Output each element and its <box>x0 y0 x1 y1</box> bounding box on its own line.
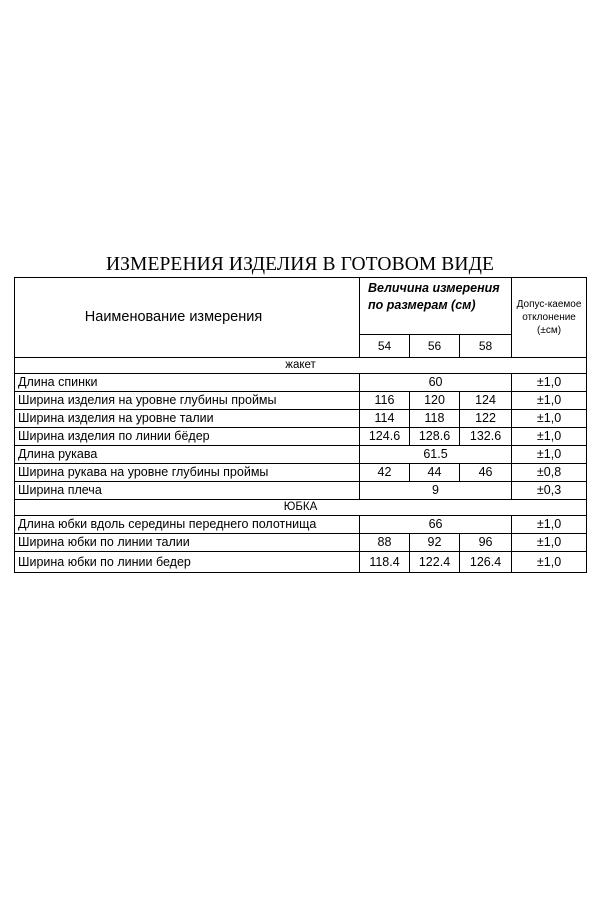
measure-value-58: 122 <box>460 410 512 428</box>
measure-value: 9 <box>360 482 512 500</box>
measure-value-58: 126.4 <box>460 552 512 573</box>
section-row <box>15 358 587 374</box>
measure-name: Длина спинки <box>15 374 360 392</box>
measure-name: Ширина юбки по линии бедер <box>15 552 360 573</box>
table-row <box>15 516 587 534</box>
measure-value-56: 122.4 <box>410 552 460 573</box>
measure-name: Длина рукава <box>15 446 360 464</box>
measure-value-56: 92 <box>410 534 460 552</box>
measure-name: Ширина изделия на уровне талии <box>15 410 360 428</box>
table-row <box>15 410 587 428</box>
table-row <box>15 482 587 500</box>
measure-tolerance: ±1,0 <box>512 392 587 410</box>
measure-value-54: 124.6 <box>360 428 410 446</box>
size-header-56: 56 <box>410 335 460 358</box>
section-row <box>15 500 587 516</box>
measure-value: 60 <box>360 374 512 392</box>
measure-value-58: 124 <box>460 392 512 410</box>
measure-tolerance: ±0,3 <box>512 482 587 500</box>
measure-tolerance: ±1,0 <box>512 516 587 534</box>
measurements-table <box>14 277 587 573</box>
measure-name: Ширина юбки по линии талии <box>15 534 360 552</box>
measure-tolerance: ±1,0 <box>512 374 587 392</box>
section-label-skirt: ЮБКА <box>15 500 587 516</box>
measure-tolerance: ±1,0 <box>512 552 587 573</box>
measure-tolerance: ±1,0 <box>512 428 587 446</box>
table-row <box>15 534 587 552</box>
measure-value-54: 116 <box>360 392 410 410</box>
size-header-54: 54 <box>360 335 410 358</box>
measure-tolerance: ±1,0 <box>512 410 587 428</box>
measure-name: Ширина изделия по линии бёдер <box>15 428 360 446</box>
measure-value-58: 132.6 <box>460 428 512 446</box>
measure-tolerance: ±0,8 <box>512 464 587 482</box>
measure-value-58: 46 <box>460 464 512 482</box>
table-row <box>15 392 587 410</box>
measure-value-56: 128.6 <box>410 428 460 446</box>
table-row <box>15 374 587 392</box>
table-row <box>15 428 587 446</box>
tolerance-column-header: Допус-каемое отклонение (±см) <box>512 278 587 358</box>
table-row <box>15 446 587 464</box>
measure-name: Ширина плеча <box>15 482 360 500</box>
measure-tolerance: ±1,0 <box>512 446 587 464</box>
measure-name: Длина юбки вдоль середины переднего полотнища <box>15 516 360 534</box>
measure-value-58: 96 <box>460 534 512 552</box>
measure-name: Ширина изделия на уровне глубины проймы <box>15 392 360 410</box>
measure-tolerance: ±1,0 <box>512 534 587 552</box>
measure-value-54: 42 <box>360 464 410 482</box>
measure-value: 61.5 <box>360 446 512 464</box>
measure-value-56: 118 <box>410 410 460 428</box>
table-row <box>15 552 587 573</box>
section-label-jacket: жакет <box>15 358 587 374</box>
measure-value: 66 <box>360 516 512 534</box>
measure-value-56: 120 <box>410 392 460 410</box>
measure-value-54: 88 <box>360 534 410 552</box>
measure-name: Ширина рукава на уровне глубины проймы <box>15 464 360 482</box>
measure-value-54: 118.4 <box>360 552 410 573</box>
measure-value-56: 44 <box>410 464 460 482</box>
document-title: ИЗМЕРЕНИЯ ИЗДЕЛИЯ В ГОТОВОМ ВИДЕ <box>105 254 494 275</box>
name-column-header: Наименование измерения <box>15 278 360 358</box>
size-group-header: Величина измерения по размерам (см) <box>360 278 512 335</box>
size-header-58: 58 <box>460 335 512 358</box>
measure-value-54: 114 <box>360 410 410 428</box>
header-row <box>15 278 587 335</box>
table-row <box>15 464 587 482</box>
